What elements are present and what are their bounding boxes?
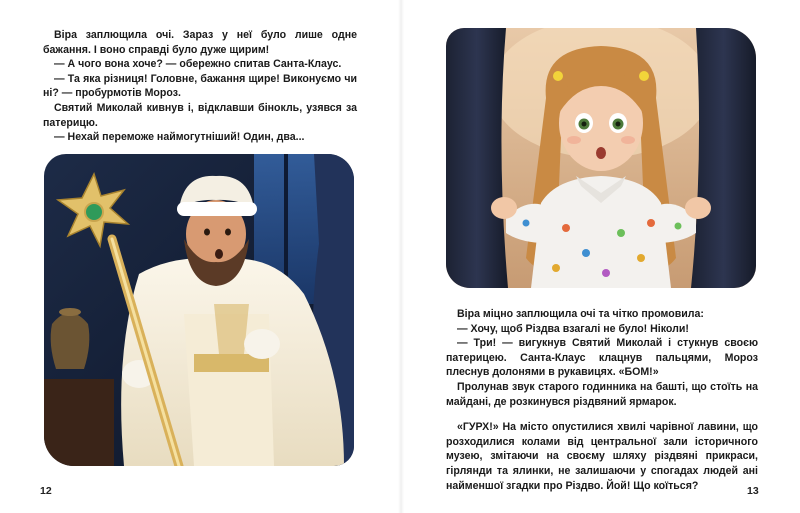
- paragraph: Віра міцно заплющила очі та чітко промовила:: [457, 308, 704, 320]
- page-gutter: [398, 0, 404, 513]
- paragraph: — Хочу, щоб Різдва взагалі не було! Ніколи!: [457, 322, 689, 335]
- right-page-text: [446, 307, 758, 493]
- paragraph: Віра заплющила очі. Зараз у неї було лише одне бажання. І воно справді було дуже щирим!: [43, 29, 357, 56]
- left-page-text: [43, 28, 357, 145]
- paragraph: — Нехай переможе наймогутніший! Один, два...: [54, 131, 305, 144]
- saint-nicholas-illustration: [44, 154, 354, 466]
- paragraph: Пролунав звук старого годинника на башті, що стоїть на майдані, де розкинувся різдвяний ярмарок.: [446, 380, 758, 408]
- paragraph: — Три! — вигукнув Святий Миколай і стукнув своєю патерицею. Санта-Клаус клацнув пальцями, Мороз плеснув долонями в рукавицях. «БОМ!»: [446, 337, 758, 379]
- page-number-right: 13: [747, 485, 759, 497]
- page-number-left: 12: [40, 485, 52, 497]
- paragraph: — Та яка різниця! Головне, бажання щире! Виконуємо чи ні? — пробурмотів Мороз.: [43, 72, 357, 100]
- paragraph: «ГУРХ!» На місто опустилися хвилі чарівної лавини, що розходилися колами від центральної зали історичного музею, змітаючи на своєму шляху різдвяні прикраси, гірлянди та ялинки, не залишаючи у спогадах людей ані найменшої згадки про Різдво. Йой! Що коїться?: [446, 421, 758, 492]
- paragraph: Святий Миколай кивнув і, відклавши бінокль, узявся за патерицю.: [43, 101, 357, 129]
- vira-illustration: [446, 28, 756, 288]
- paragraph: — А чого вона хоче? — обережно спитав Санта-Клаус.: [54, 58, 342, 71]
